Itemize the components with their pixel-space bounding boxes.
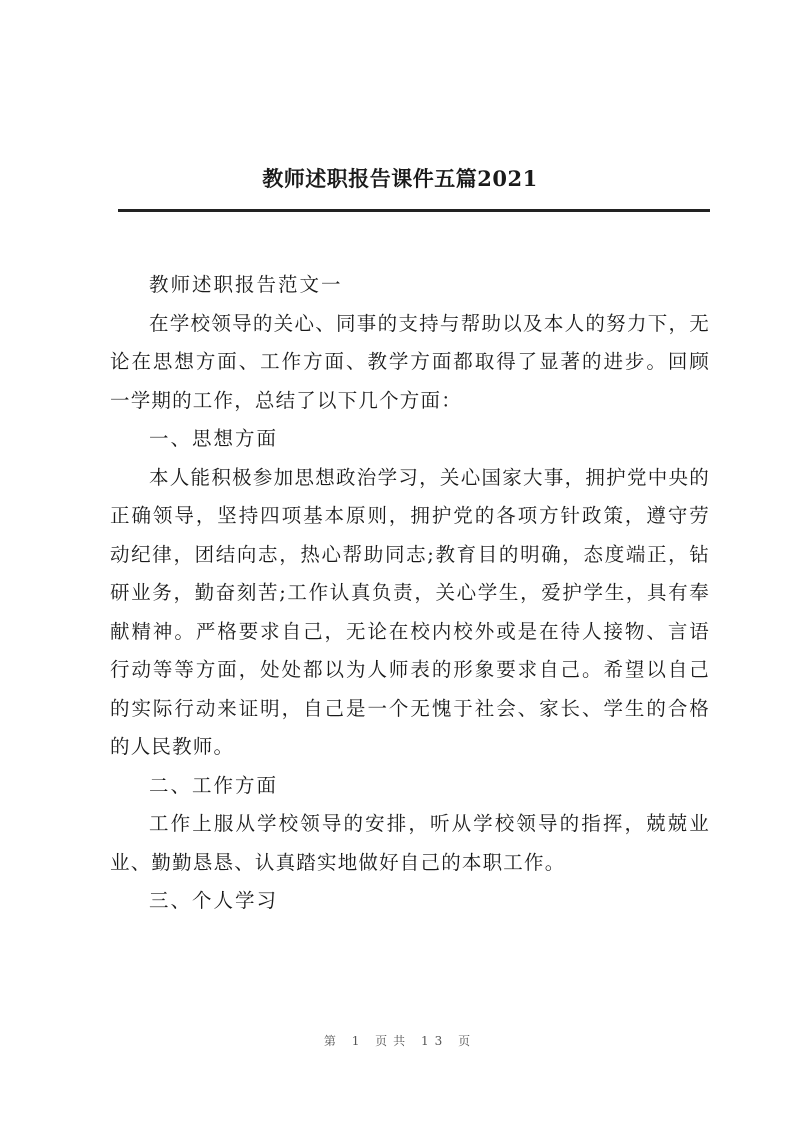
section-heading-thought: 一、思想方面 bbox=[149, 427, 279, 450]
title-divider bbox=[118, 209, 710, 212]
page-footer: 第 1 页共 13 页 bbox=[323, 1034, 477, 1048]
paragraph-intro: 在学校领导的关心、同事的支持与帮助以及本人的努力下，无论在思想方面、工作方面、教学方面都取得了显著的进步。回顾一学期的工作，总结了以下几个方面： bbox=[110, 311, 710, 412]
section-heading-sample-one: 教师述职报告范文一 bbox=[149, 273, 343, 296]
document-title: 教师述职报告课件五篇2021 bbox=[262, 166, 538, 191]
paragraph-thought: 本人能积极参加思想政治学习，关心国家大事，拥护党中央的正确领导，坚持四项基本原则，拥护党的各项方针政策，遵守劳动纪律，团结向志，热心帮助同志;教育目的明确，态度端正，钻研业务，勤奋刻苦;工作认真负责，关心学生，爱护学生，具有奉献精神。严格要求自己，无论在校内校外或是在待人接物、言语行动等等方面，处处都以为人师表的形象要求自己。希望以自己的实际行动来证明，自己是一个无愧于社会、家长、学生的合格的人民教师。 bbox=[110, 465, 710, 758]
paragraph-work: 工作上服从学校领导的安排，听从学校领导的指挥，兢兢业业、勤勤恳恳、认真踏实地做好自己的本职工作。 bbox=[110, 812, 710, 874]
document-body bbox=[110, 266, 710, 921]
section-heading-work: 二、工作方面 bbox=[149, 773, 279, 797]
section-heading-study: 三、个人学习 bbox=[149, 889, 279, 912]
